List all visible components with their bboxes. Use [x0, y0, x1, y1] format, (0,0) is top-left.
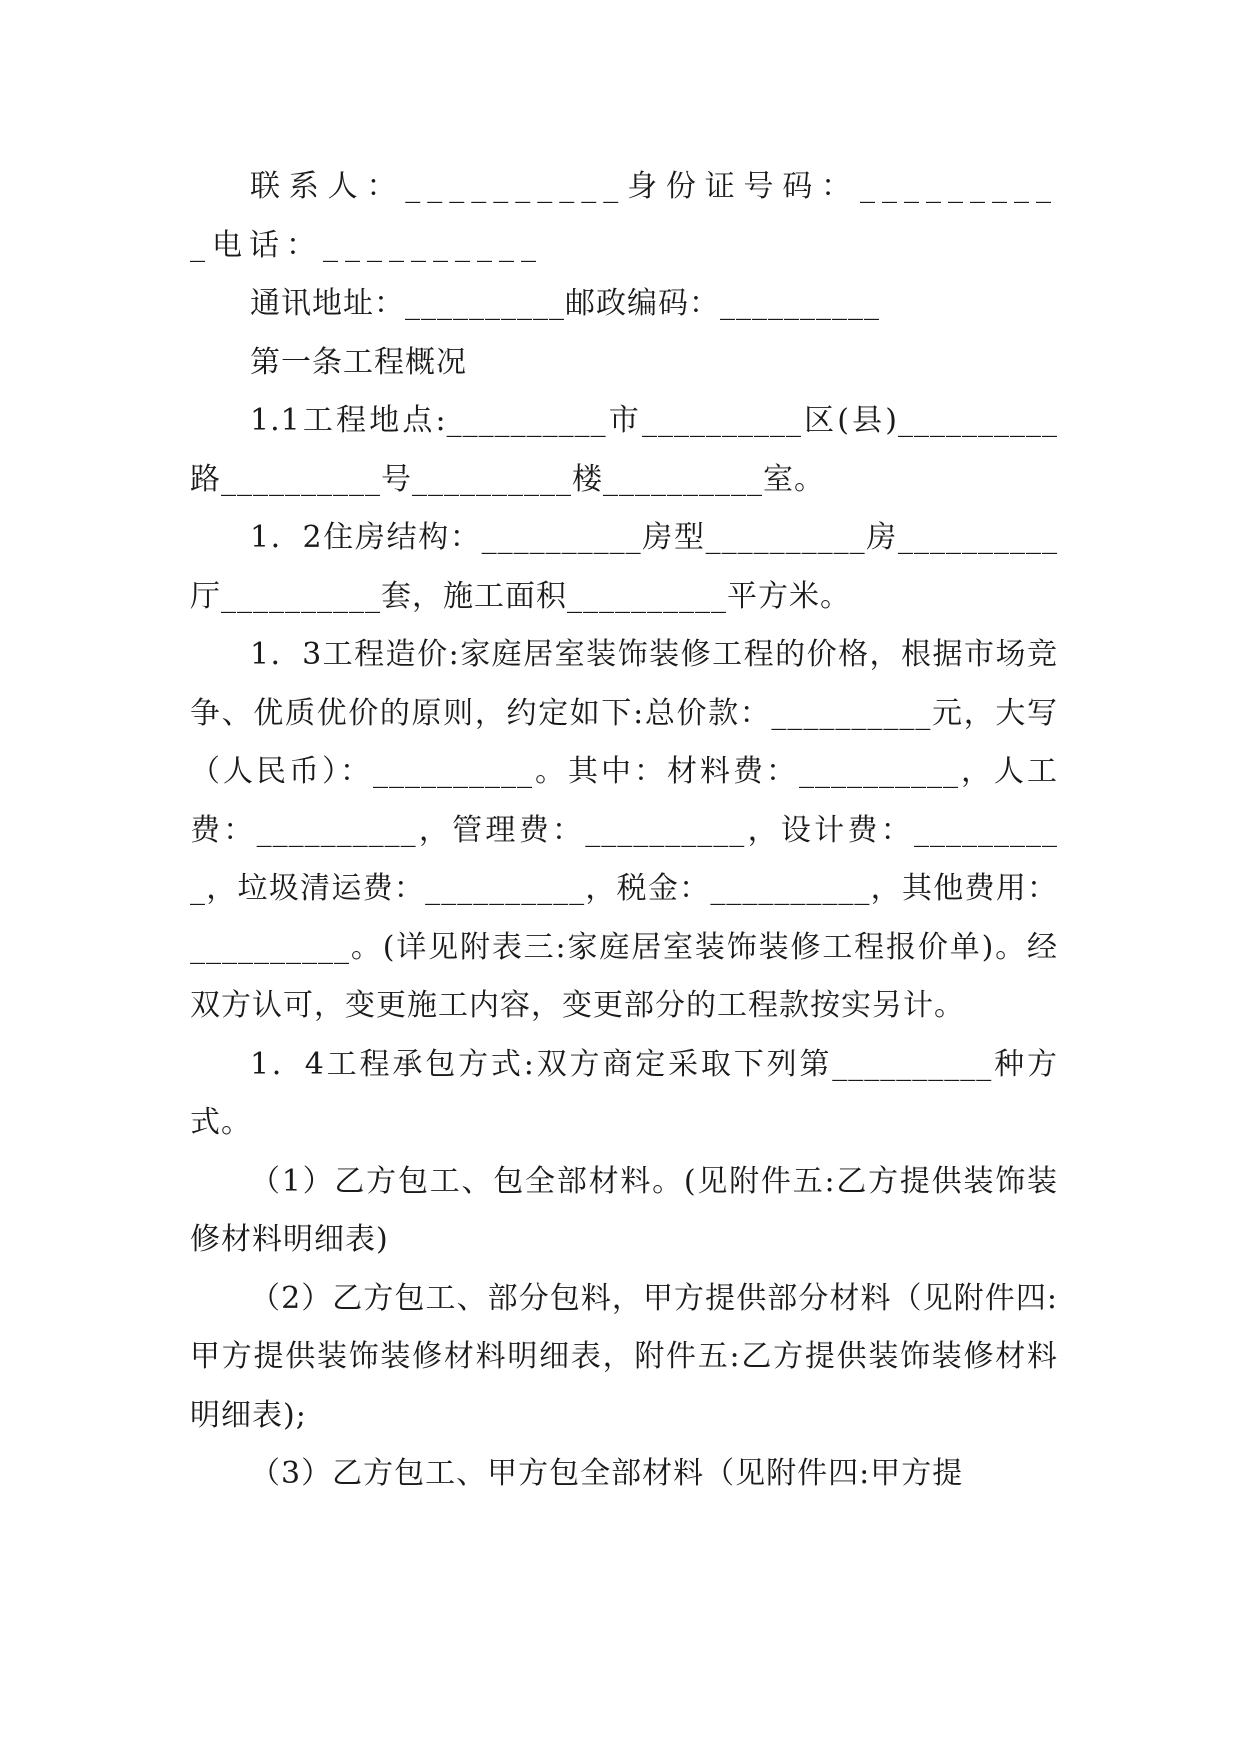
clause-1-3: 1．3工程造价:家庭居室装饰装修工程的价格，根据市场竞争、优质优价的原则，约定如下:总价款：__________元，大写（人民币）：__________。其中：材料费：__________，人工费：__________，管理费：__________，设计费：__________，垃圾清运费：__________，税金：__________，其他费用：__________。(详见附表三:家庭居室装饰装修工程报价单)。经双方认可，变更施工内容，变更部分的工程款按实另计。 — [190, 637, 1058, 1023]
option-1: （1）乙方包工、包全部材料。(见附件五:乙方提供装饰装修材料明细表) — [190, 1163, 1058, 1257]
option-3: （3）乙方包工、甲方包全部材料（见附件四:甲方提 — [250, 1456, 964, 1491]
contract-body — [190, 158, 1058, 1504]
clause-1-1: 1.1工程地点:__________市__________区(县)__________路__________号__________楼__________室。 — [190, 403, 1058, 497]
clause-1-4: 1．4工程承包方式:双方商定采取下列第__________种方式。 — [190, 1046, 1058, 1140]
option-2: （2）乙方包工、部分包料，甲方提供部分材料（见附件四:甲方提供装饰装修材料明细表，附件五:乙方提供装饰装修材料明细表); — [190, 1280, 1058, 1433]
contact-info-paragraph: 联系人：__________身份证号码：__________电话：__________ — [190, 169, 1058, 263]
address-paragraph: 通讯地址：__________邮政编码：__________ — [250, 286, 880, 321]
clause-1-2: 1．2住房结构：__________房型__________房__________厅__________套，施工面积__________平方米。 — [190, 520, 1058, 614]
section-heading: 第一条工程概况 — [250, 344, 467, 380]
